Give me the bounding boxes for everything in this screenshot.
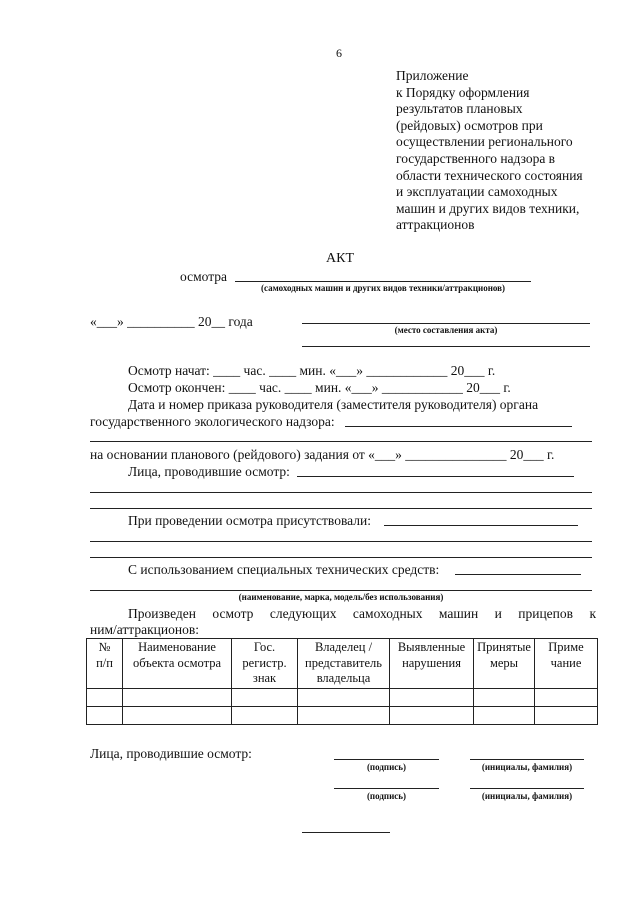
inspection-start-line: Осмотр начат: ____ час. ____ мин. «___» ____________ 20___ г.: [128, 363, 496, 378]
initials-caption: (инициалы, фамилия): [481, 762, 573, 772]
table-cell[interactable]: [390, 688, 474, 706]
place-field-2[interactable]: [302, 346, 590, 347]
performed-line-1: Произведен осмотр следующих самоходных машин и прицепов к: [128, 606, 596, 621]
order-line-1: Дата и номер приказа руководителя (заместителя руководителя) органа: [128, 397, 539, 412]
col-header-reg-sign: Гос. регистр. знак: [232, 639, 298, 689]
initials-field-1[interactable]: [470, 759, 584, 760]
table-row: [87, 706, 598, 724]
present-field-3[interactable]: [90, 557, 592, 558]
tech-means-field-2[interactable]: [90, 590, 592, 591]
signature-label: Лица, проводившие осмотр:: [90, 746, 252, 761]
table-cell[interactable]: [232, 706, 298, 724]
table-cell[interactable]: [474, 688, 535, 706]
table-cell[interactable]: [390, 706, 474, 724]
signature-caption: (подпись): [366, 762, 407, 772]
page-number: 6: [336, 46, 342, 60]
task-line: на основании планового (рейдового) задания от «___» _______________ 20___ г.: [90, 447, 555, 462]
appendix-note: [396, 68, 606, 234]
appendix-line: (рейдовых) осмотров при: [396, 117, 543, 133]
order-field[interactable]: [345, 426, 572, 427]
present-field[interactable]: [384, 525, 578, 526]
performed-line-2: ним/аттракционов:: [90, 622, 199, 637]
place-caption: (место составления акта): [394, 325, 498, 335]
appendix-line: осуществлении регионального: [396, 134, 573, 150]
initials-field-2[interactable]: [470, 788, 584, 789]
table-cell[interactable]: [123, 688, 232, 706]
tech-means-field[interactable]: [455, 574, 581, 575]
signature-field-2[interactable]: [334, 788, 439, 789]
table-cell[interactable]: [474, 706, 535, 724]
table-cell[interactable]: [535, 706, 598, 724]
appendix-line: машин и других видов техники,: [396, 200, 580, 216]
col-header-number: № п/п: [87, 639, 123, 689]
inspectors-label: Лица, проводившие осмотр:: [128, 464, 290, 479]
appendix-line: области технического состояния: [396, 167, 583, 183]
document-title: АКТ: [326, 251, 354, 266]
appendix-line: аттракционов: [396, 217, 475, 233]
tech-means-caption: (наименование, марка, модель/без использования): [238, 592, 444, 602]
inspectors-field-3[interactable]: [90, 508, 592, 509]
appendix-line: и эксплуатации самоходных: [396, 184, 558, 200]
appendix-line: государственного надзора в: [396, 150, 556, 166]
present-label: При проведении осмотра присутствовали:: [128, 513, 371, 528]
tech-means-label: С использованием специальных технических средств:: [128, 562, 440, 577]
table-cell[interactable]: [535, 688, 598, 706]
footnote-divider: [302, 832, 390, 833]
inspectors-field[interactable]: [297, 476, 574, 477]
signature-caption: (подпись): [366, 791, 407, 801]
order-line-2: государственного экологического надзора:: [90, 414, 335, 429]
inspection-end-line: Осмотр окончен: ____ час. ____ мин. «___» ____________ 20___ г.: [128, 380, 511, 395]
order-field-2[interactable]: [90, 441, 592, 442]
col-header-note: Приме чание: [535, 639, 598, 689]
inspectors-field-2[interactable]: [90, 492, 592, 493]
appendix-line: Приложение: [396, 68, 469, 83]
subject-label: осмотра: [180, 269, 227, 284]
subject-field[interactable]: [235, 281, 531, 282]
signature-field-1[interactable]: [334, 759, 439, 760]
appendix-line: к Порядку оформления: [396, 84, 530, 100]
col-header-owner: Владелец / представитель владельца: [298, 639, 390, 689]
col-header-violations: Выявленные нарушения: [390, 639, 474, 689]
table-header-row: [87, 639, 598, 689]
table-cell[interactable]: [298, 706, 390, 724]
table-row: [87, 688, 598, 706]
table-cell[interactable]: [87, 706, 123, 724]
table-cell[interactable]: [232, 688, 298, 706]
table-cell[interactable]: [298, 688, 390, 706]
appendix-line: результатов плановых: [396, 101, 523, 117]
table-cell[interactable]: [87, 688, 123, 706]
col-header-object: Наименование объекта осмотра: [123, 639, 232, 689]
place-field[interactable]: [302, 323, 590, 324]
present-field-2[interactable]: [90, 541, 592, 542]
subject-caption: (самоходных машин и других видов техники/аттракционов): [260, 283, 506, 293]
table-cell[interactable]: [123, 706, 232, 724]
act-date-line: «___» __________ 20__ года: [90, 314, 253, 329]
col-header-measures: Принятые меры: [474, 639, 535, 689]
initials-caption: (инициалы, фамилия): [481, 791, 573, 801]
inspection-table: [86, 638, 598, 725]
